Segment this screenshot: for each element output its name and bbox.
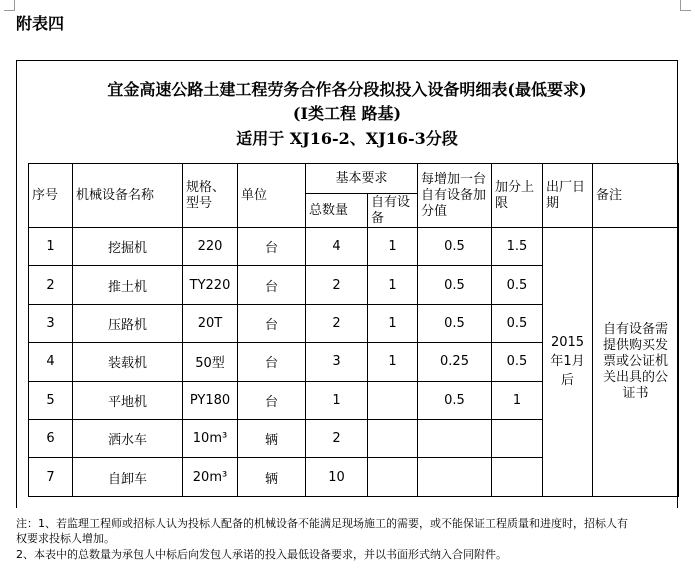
cell-seq: 7: [29, 458, 73, 496]
cell-bonus: 0.5: [418, 381, 492, 419]
cell-bonus: 0.5: [418, 266, 492, 304]
cell-name: 压路机: [73, 304, 183, 342]
cell-spec: 50型: [183, 343, 238, 381]
appendix-label: 附表四: [16, 14, 65, 33]
equipment-table: [28, 163, 679, 497]
cell-name: 洒水车: [73, 419, 183, 457]
cell-cap: [492, 458, 543, 496]
header-spec: 规格、型号: [183, 164, 238, 228]
header-name: 机械设备名称: [73, 164, 183, 228]
cell-seq: 2: [29, 266, 73, 304]
cell-spec: PY180: [183, 381, 238, 419]
table-title: 宜金高速公路土建工程劳务合作各分段拟投入设备明细表(最低要求): [107, 80, 587, 99]
table-row: [29, 228, 679, 266]
cell-owned: 1: [368, 304, 418, 342]
cell-name: 推土机: [73, 266, 183, 304]
cell-unit: 台: [238, 304, 306, 342]
cell-spec: TY220: [183, 266, 238, 304]
cell-factory-date: 2015年1月后: [543, 228, 593, 497]
header-owned: 自有设备: [368, 194, 418, 228]
page-corner-mark-left: [4, 0, 15, 11]
cell-seq: 3: [29, 304, 73, 342]
header-seq: 序号: [29, 164, 73, 228]
cell-unit: 台: [238, 381, 306, 419]
header-remarks: 备注: [593, 164, 679, 228]
cell-unit: 台: [238, 228, 306, 266]
cell-seq: 4: [29, 343, 73, 381]
cell-total: 4: [306, 228, 368, 266]
cell-cap: 0.5: [492, 343, 543, 381]
cell-seq: 1: [29, 228, 73, 266]
cell-spec: 10m³: [183, 419, 238, 457]
cell-owned: 1: [368, 228, 418, 266]
cell-bonus: 0.25: [418, 343, 492, 381]
header-bonus-cap: 加分上限: [492, 164, 543, 228]
cell-name: 装载机: [73, 343, 183, 381]
cell-total: 2: [306, 304, 368, 342]
cell-cap: [492, 419, 543, 457]
cell-total: 3: [306, 343, 368, 381]
cell-spec: 220: [183, 228, 238, 266]
cell-name: 自卸车: [73, 458, 183, 496]
cell-unit: 辆: [238, 458, 306, 496]
cell-seq: 5: [29, 381, 73, 419]
cell-cap: 0.5: [492, 304, 543, 342]
cell-unit: 台: [238, 266, 306, 304]
cell-remarks: 自有设备需提供购买发票或公证机关出具的公证书: [593, 228, 679, 497]
cell-total: 2: [306, 266, 368, 304]
note-2: 2、本表中的总数量为承包人中标后向发包人承诺的投入最低设备要求，并以书面形式纳入合同附件。: [16, 548, 507, 561]
cell-spec: 20T: [183, 304, 238, 342]
cell-owned: [368, 381, 418, 419]
header-unit: 单位: [238, 164, 306, 228]
cell-cap: 0.5: [492, 266, 543, 304]
table-subtitle-category: (Ⅰ类工程 路基): [292, 104, 402, 123]
note-1-continued: 权要求投标人增加。: [16, 532, 115, 545]
table-subtitle-sections: 适用于 XJ16-2、XJ16-3分段: [236, 129, 458, 148]
cell-owned: 1: [368, 266, 418, 304]
cell-total: 2: [306, 419, 368, 457]
cell-bonus: [418, 419, 492, 457]
cell-name: 挖掘机: [73, 228, 183, 266]
cell-name: 平地机: [73, 381, 183, 419]
cell-cap: 1.5: [492, 228, 543, 266]
cell-unit: 辆: [238, 419, 306, 457]
cell-bonus: 0.5: [418, 304, 492, 342]
header-total: 总数量: [306, 194, 368, 228]
page-corner-mark-right: [680, 0, 691, 11]
header-row: [29, 164, 679, 194]
cell-bonus: 0.5: [418, 228, 492, 266]
cell-owned: [368, 419, 418, 457]
cell-spec: 20m³: [183, 458, 238, 496]
cell-owned: 1: [368, 343, 418, 381]
cell-cap: 1: [492, 381, 543, 419]
cell-total: 1: [306, 381, 368, 419]
cell-owned: [368, 458, 418, 496]
header-basic: 基本要求: [306, 164, 418, 194]
cell-seq: 6: [29, 419, 73, 457]
cell-total: 10: [306, 458, 368, 496]
cell-bonus: [418, 458, 492, 496]
cell-unit: 台: [238, 343, 306, 381]
header-factory-date: 出厂日期: [543, 164, 593, 228]
note-1: 注：1、若监理工程师或招标人认为投标人配备的机械设备不能满足现场施工的需要，或不能保证工程质量和进度时，招标人有: [16, 517, 628, 530]
header-bonus-per-unit: 每增加一台自有设备加分值: [418, 164, 492, 228]
